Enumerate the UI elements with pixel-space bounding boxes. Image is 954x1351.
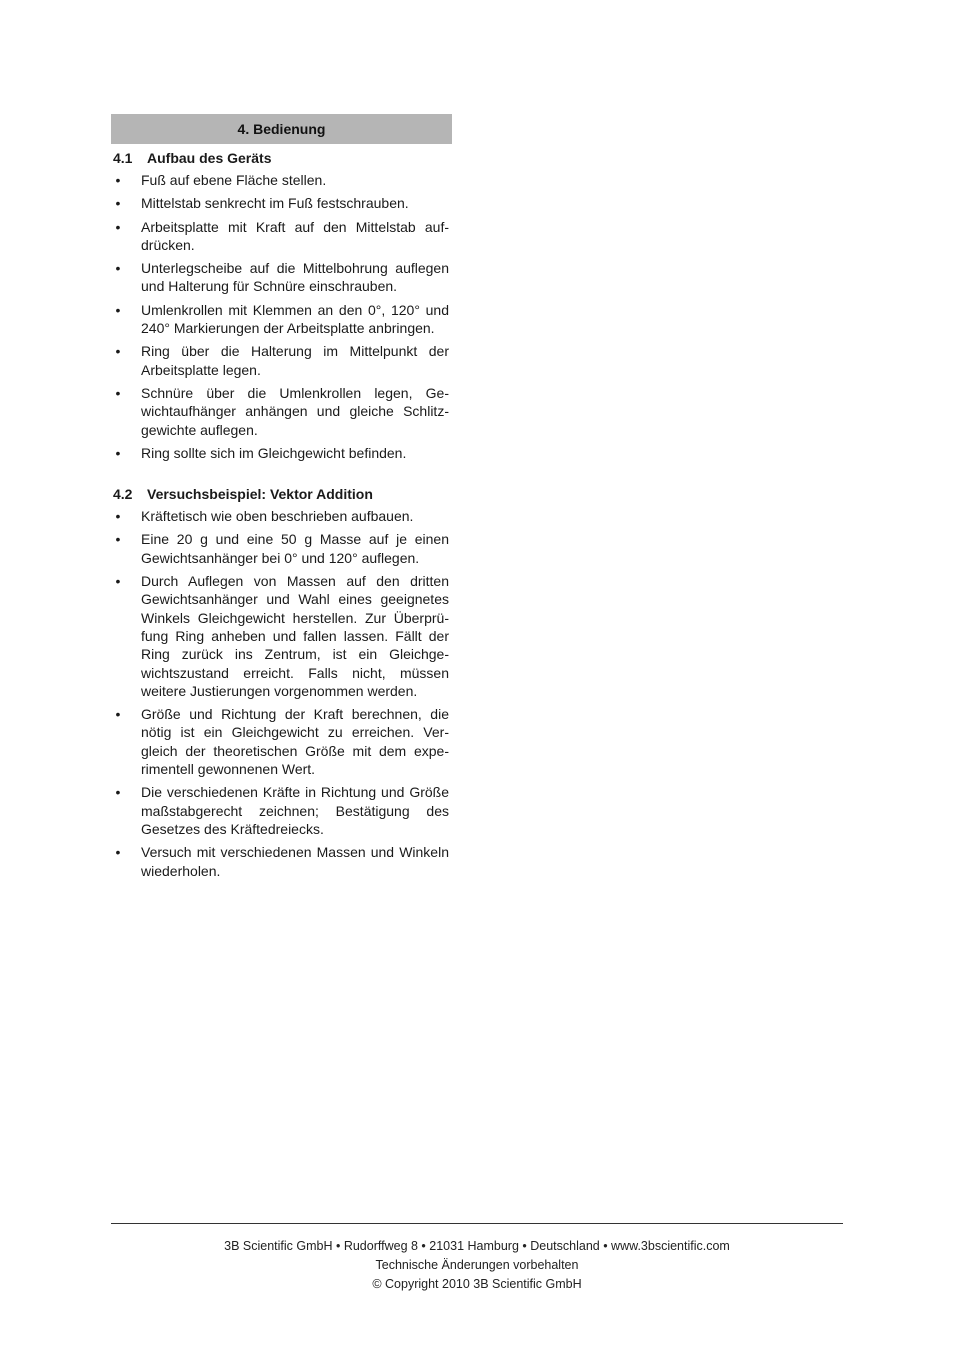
- list-item: [111, 705, 452, 778]
- list-item: [111, 218, 452, 255]
- page-footer: [111, 1237, 843, 1294]
- bullet-icon: •: [115, 195, 121, 212]
- bullet-icon: •: [115, 706, 121, 723]
- list-item-text: Die verschiedenen Kräfte in Richtung und Größe maßstabgerecht zeichnen; Bestätigung des Gesetzes des Kräftedreiecks.: [141, 784, 449, 837]
- bullet-icon: •: [115, 508, 121, 525]
- subsection-heading-4-1: [113, 150, 452, 166]
- list-item-text: Fuß auf ebene Fläche stellen.: [141, 172, 327, 188]
- subsection-heading-4-2: [113, 486, 452, 502]
- bullet-icon: •: [115, 844, 121, 861]
- bullet-icon: •: [115, 384, 121, 401]
- list-item: [111, 444, 452, 462]
- bullet-icon: •: [115, 531, 121, 548]
- footer-divider: [111, 1223, 843, 1224]
- list-item: [111, 342, 452, 379]
- list-item: [111, 384, 452, 439]
- subsection-number: 4.2: [113, 486, 133, 503]
- setup-steps-list: [111, 171, 452, 462]
- list-item: [111, 171, 452, 189]
- list-item-text: Unterlegscheibe auf die Mittelbohrung auflegen und Halterung für Schnüre einschrauben.: [141, 260, 449, 295]
- list-item: [111, 194, 452, 212]
- list-item: [111, 783, 452, 838]
- bullet-icon: •: [115, 172, 121, 188]
- bullet-icon: •: [115, 784, 121, 801]
- footer-notice: Technische Änderungen vorbehalten: [375, 1258, 579, 1272]
- list-item: [111, 507, 452, 525]
- list-item-text: Ring über die Halterung im Mittelpunkt der Arbeitsplatte legen.: [141, 343, 449, 378]
- list-item: [111, 572, 452, 700]
- bullet-icon: •: [115, 573, 121, 590]
- experiment-steps-list: [111, 507, 452, 880]
- bullet-icon: •: [115, 218, 121, 235]
- bullet-icon: •: [115, 444, 121, 461]
- list-item: [111, 530, 452, 567]
- list-item-text: Arbeitsplatte mit Kraft auf den Mittelstab aufdrücken.: [141, 218, 449, 253]
- bullet-icon: •: [115, 343, 121, 360]
- footer-copyright: © Copyright 2010 3B Scientific GmbH: [372, 1277, 582, 1291]
- subsection-title: Aufbau des Geräts: [147, 150, 272, 166]
- list-item-text: Umlenkrollen mit Klemmen an den 0°, 120° und 240° Markierungen der Arbeitsplatte anbringen.: [141, 301, 449, 337]
- list-item-text: Schnüre über die Umlenkrollen legen, Gewichtaufhänger anhängen und gleiche Schlitzgewichte auflegen.: [141, 384, 449, 438]
- footer-address: 3B Scientific GmbH • Rudorffweg 8 • 21031 Hamburg • Deutschland • www.3bscientific.com: [224, 1239, 730, 1253]
- bullet-icon: •: [115, 301, 121, 318]
- list-item-text: Kräftetisch wie oben beschrieben aufbauen.: [141, 508, 414, 525]
- list-item-text: Durch Auflegen von Massen auf den dritten Gewichtsanhänger und Wahl eines geeignetes Winkels Gleichgewicht herstellen. Zur Überprüfung Ring anheben und fallen lassen. Fällt der Ring zurück ins Zentrum, ist ein Gleichgewichtszustand erreicht. Falls nicht, müssen weitere Justierungen vorgenommen werden.: [141, 573, 449, 699]
- list-item-text: Ring sollte sich im Gleichgewicht befinden.: [141, 444, 407, 461]
- list-item-text: Mittelstab senkrecht im Fuß festschrauben.: [141, 195, 409, 212]
- content-column: [111, 114, 452, 885]
- subsection-title: Versuchsbeispiel: Vektor Addition: [147, 486, 373, 503]
- list-item: [111, 259, 452, 296]
- subsection-number: 4.1: [113, 150, 133, 166]
- section-heading: 4. Bedienung: [111, 114, 452, 144]
- list-item: [111, 301, 452, 338]
- bullet-icon: •: [115, 260, 121, 277]
- list-item-text: Versuch mit verschiedenen Massen und Winkeln wiederholen.: [141, 844, 449, 879]
- list-item-text: Größe und Richtung der Kraft berechnen, die nötig ist ein Gleichgewicht zu erreichen. Vergleich der theoretischen Größe mit dem experimentell gewonnenen Wert.: [141, 706, 449, 778]
- list-item-text: Eine 20 g und eine 50 g Masse auf je einen Gewichtsanhänger bei 0° und 120° auflegen.: [141, 531, 449, 566]
- list-item: [111, 843, 452, 880]
